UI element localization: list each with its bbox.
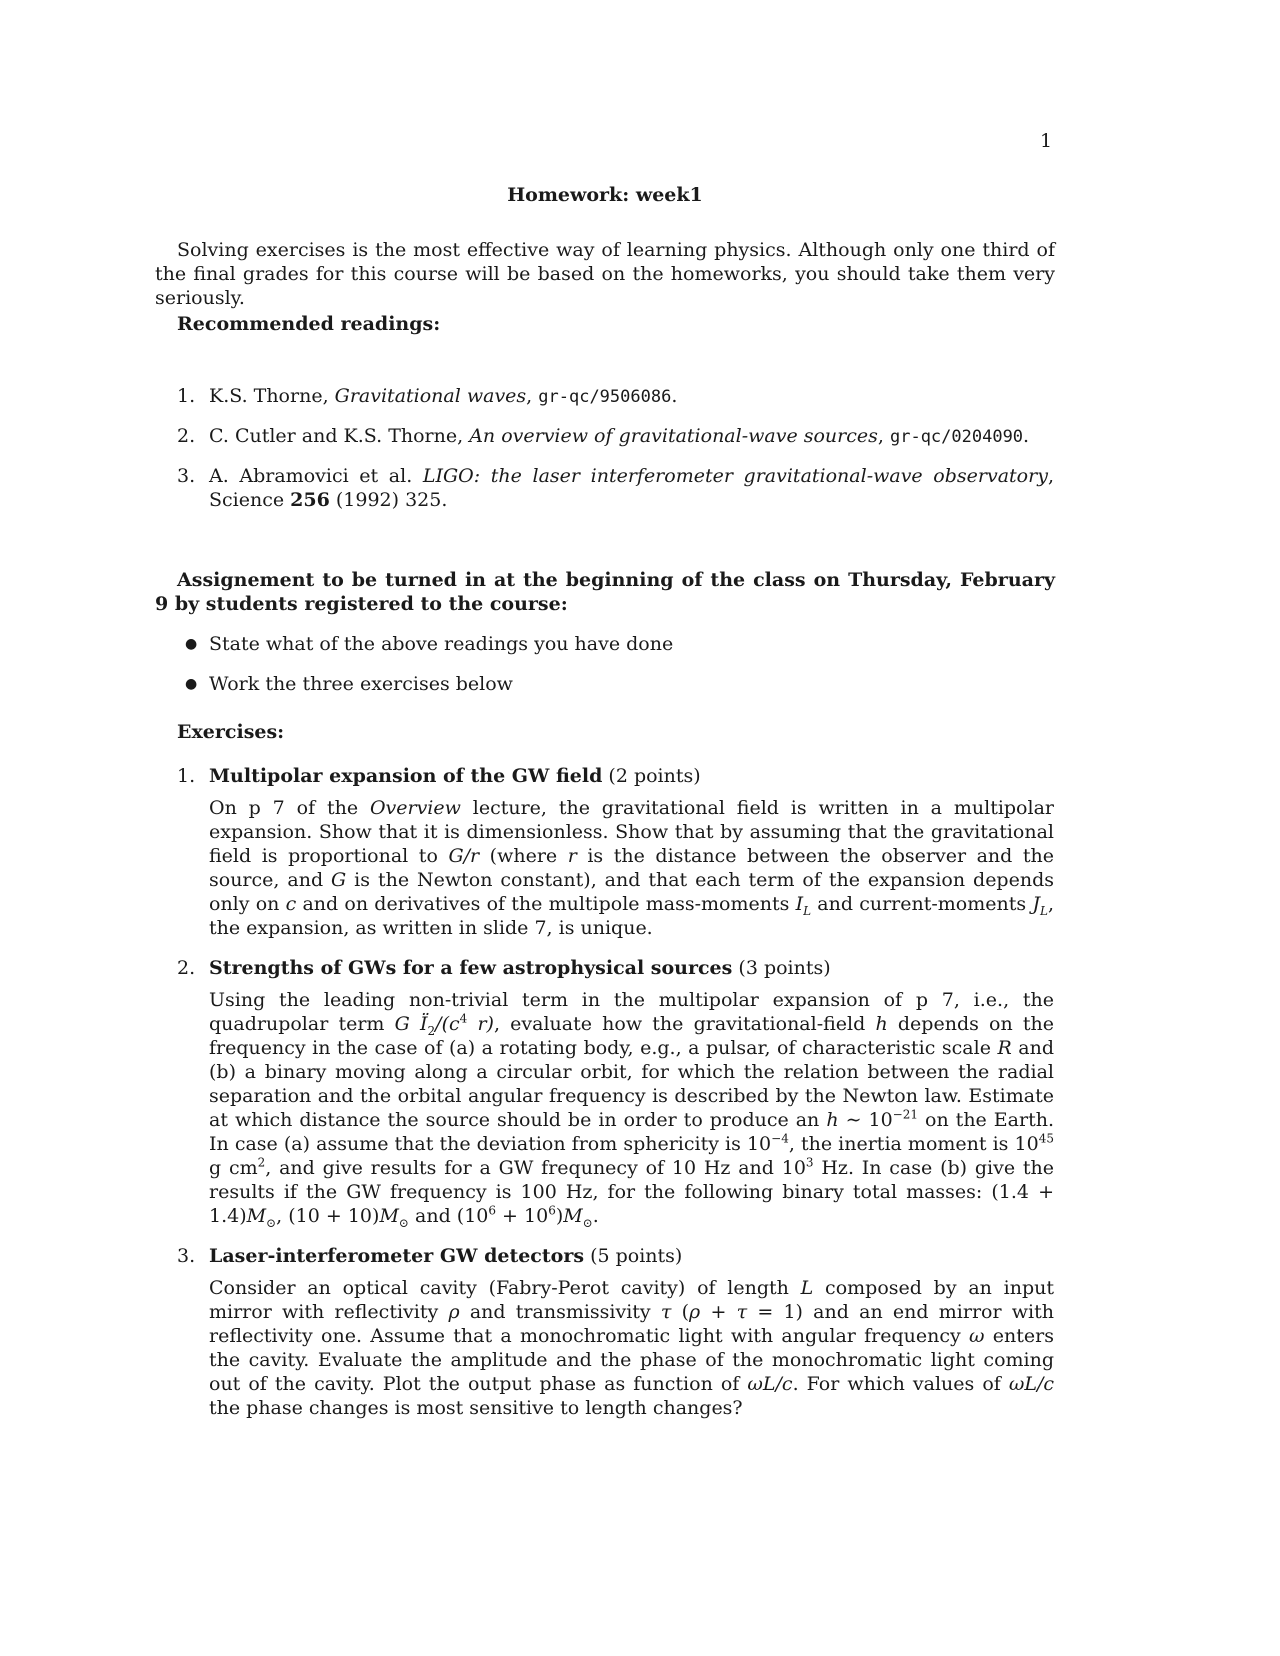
reading-title: Gravitational waves xyxy=(334,385,527,407)
exercise-body: Consider an optical cavity (Fabry-Perot cavity) of length L composed by an input mirror with reflectivity ρ and transmissivity τ (ρ + τ = 1) and an end mirror with reflectivity one. Assume that a monochromatic light with angular frequency ω enters the cavity. Evaluate the amplitude and the phase of the monochromatic light coming out of the cavity. Plot the output phase as function of ωL/c. For which values of ωL/c the phase changes is most sensitive to length changes? xyxy=(209,1277,1055,1419)
exercises-list xyxy=(177,764,1054,1436)
intro-paragraph: Solving exercises is the most effective way of learning physics. Although only one third of the final grades for this course will be based on the homeworks, you should take them very seriously. xyxy=(155,239,1055,309)
exercise-points: (3 points) xyxy=(738,957,831,979)
arxiv-reference: gr-qc/0204090 xyxy=(889,427,1024,447)
list-item: ● Work the three exercises below xyxy=(185,673,513,695)
assignment-bullets xyxy=(185,632,1045,712)
exercise-body: Using the leading non-trivial term in the multipolar expansion of p 7, i.e., the quadrupolar term G $Ï_2/(c^4$ r), evaluate how the gravitational-field h depends on the frequency in the case of (a) a rotating body, e.g., a pulsar, of characteristic scale R and (b) a binary moving along a circular orbit, for which the relation between the radial separation and the orbital angular frequency is described by the Newton law. Estimate at which distance the source should be in order to produce an h ∼ $10^{-21}$ on the Earth. In case (a) assume that the deviation from sphericity is $10^{-4}$, the inertia moment is $10^{45}$ g $cm^2$, and give results for a GW frequnecy of 10 Hz and $10^3$ Hz. In case (b) give the results if the GW frequency is 100 Hz, for the following binary total masses: $(1.4 + 1.4)M_⊙$, $(10 + 10)M_⊙$ and $(10^6 + 10^6)M_⊙$. xyxy=(209,989,1054,1230)
assignment-heading: Assignement to be turned in at the beginning of the class on Thursday, February 9 by students registered to the course: xyxy=(155,569,1055,615)
reading-title: An overview of gravitational-wave sources xyxy=(469,425,878,447)
bullet-icon: ● xyxy=(185,676,198,692)
exercise-item: 2. Strengths of GWs for a few astrophysical sources (3 points) Using the leading non-trivial term in the multipolar expansion of p 7, i.e., the quadrupolar term G $Ï_2/(c^4$ r), evaluate how the gravitational-field h depends on the frequency in the case of (a) a rotating body, e.g., a pulsar, of characteristic scale R and (b) a binary moving along a circular orbit, for which the relation between the radial separation and the orbital angular frequency is described by the Newton law. Estimate at which distance the source should be in order to produce an h ∼ $10^{-21}$ on the Earth. In case (a) assume that the deviation from sphericity is $10^{-4}$, the inertia moment is $10^{45}$ g $cm^2$, and give results for a GW frequnecy of 10 Hz and $10^3$ Hz. In case (b) give the results if the GW frequency is 100 Hz, for the following binary total masses: $(1.4 + 1.4)M_⊙$, $(10 + 10)M_⊙$ and $(10^6 + 10^6)M_⊙$. xyxy=(177,957,1054,1230)
exercise-title: Multipolar expansion of the GW field xyxy=(209,765,603,787)
readings-heading: Recommended readings: xyxy=(177,313,441,335)
exercise-points: (2 points) xyxy=(608,765,701,787)
reading-item: 1. K.S. Thorne, Gravitational waves, gr-qc/9506086. xyxy=(177,385,678,407)
arxiv-reference: gr-qc/9506086 xyxy=(538,387,672,407)
journal-volume: 256 xyxy=(290,489,330,511)
page-title: Homework: week1 xyxy=(507,184,703,206)
exercise-body: On p 7 of the Overview lecture, the gravitational field is written in a multipolar expansion. Show that it is dimensionless. Show that by assuming that the gravitational field is proportional to G/r (where r is the distance between the observer and the source, and G is the Newton constant), and that each term of the expansion depends only on c and on derivatives of the multipole mass-moments $I_L$ and current-moments $J_L$, the expansion, as written in slide 7, is unique. xyxy=(209,797,1054,939)
readings-list xyxy=(177,384,1054,527)
exercise-title: Strengths of GWs for a few astrophysical sources xyxy=(209,957,733,979)
exercise-points: (5 points) xyxy=(590,1245,683,1267)
reading-item: 3. A. Abramovici et al. LIGO: the laser interferometer gravitational-wave observatory, Science 256 (1992) 325. xyxy=(177,465,1054,511)
list-item: ● State what of the above readings you have done xyxy=(185,633,674,655)
reading-item: 2. C. Cutler and K.S. Thorne, An overview of gravitational-wave sources, gr-qc/0204090. xyxy=(177,425,1030,447)
exercise-title: Laser-interferometer GW detectors xyxy=(209,1245,585,1267)
reading-title: LIGO: the laser interferometer gravitational-wave observatory xyxy=(422,465,1048,487)
bullet-icon: ● xyxy=(185,636,198,652)
exercises-heading: Exercises: xyxy=(177,721,285,743)
exercise-item: 3. Laser-interferometer GW detectors (5 points) Consider an optical cavity (Fabry-Perot cavity) of length L composed by an input mirror with reflectivity ρ and transmissivity τ (ρ + τ = 1) and an end mirror with reflectivity one. Assume that a monochromatic light with angular frequency ω enters the cavity. Evaluate the amplitude and the phase of the monochromatic light coming out of the cavity. Plot the output phase as function of ωL/c. For which values of ωL/c the phase changes is most sensitive to length changes? xyxy=(177,1245,1055,1419)
page-number: 1 xyxy=(1040,130,1053,152)
exercise-item: 1. Multipolar expansion of the GW field (2 points) On p 7 of the Overview lecture, the gravitational field is written in a multipolar expansion. Show that it is dimensionless. Show that by assuming that the gravitational field is proportional to G/r (where r is the distance between the observer and the source, and G is the Newton constant), and that each term of the expansion depends only on c and on derivatives of the multipole mass-moments $I_L$ and current-moments $J_L$, the expansion, as written in slide 7, is unique. xyxy=(177,765,1054,939)
